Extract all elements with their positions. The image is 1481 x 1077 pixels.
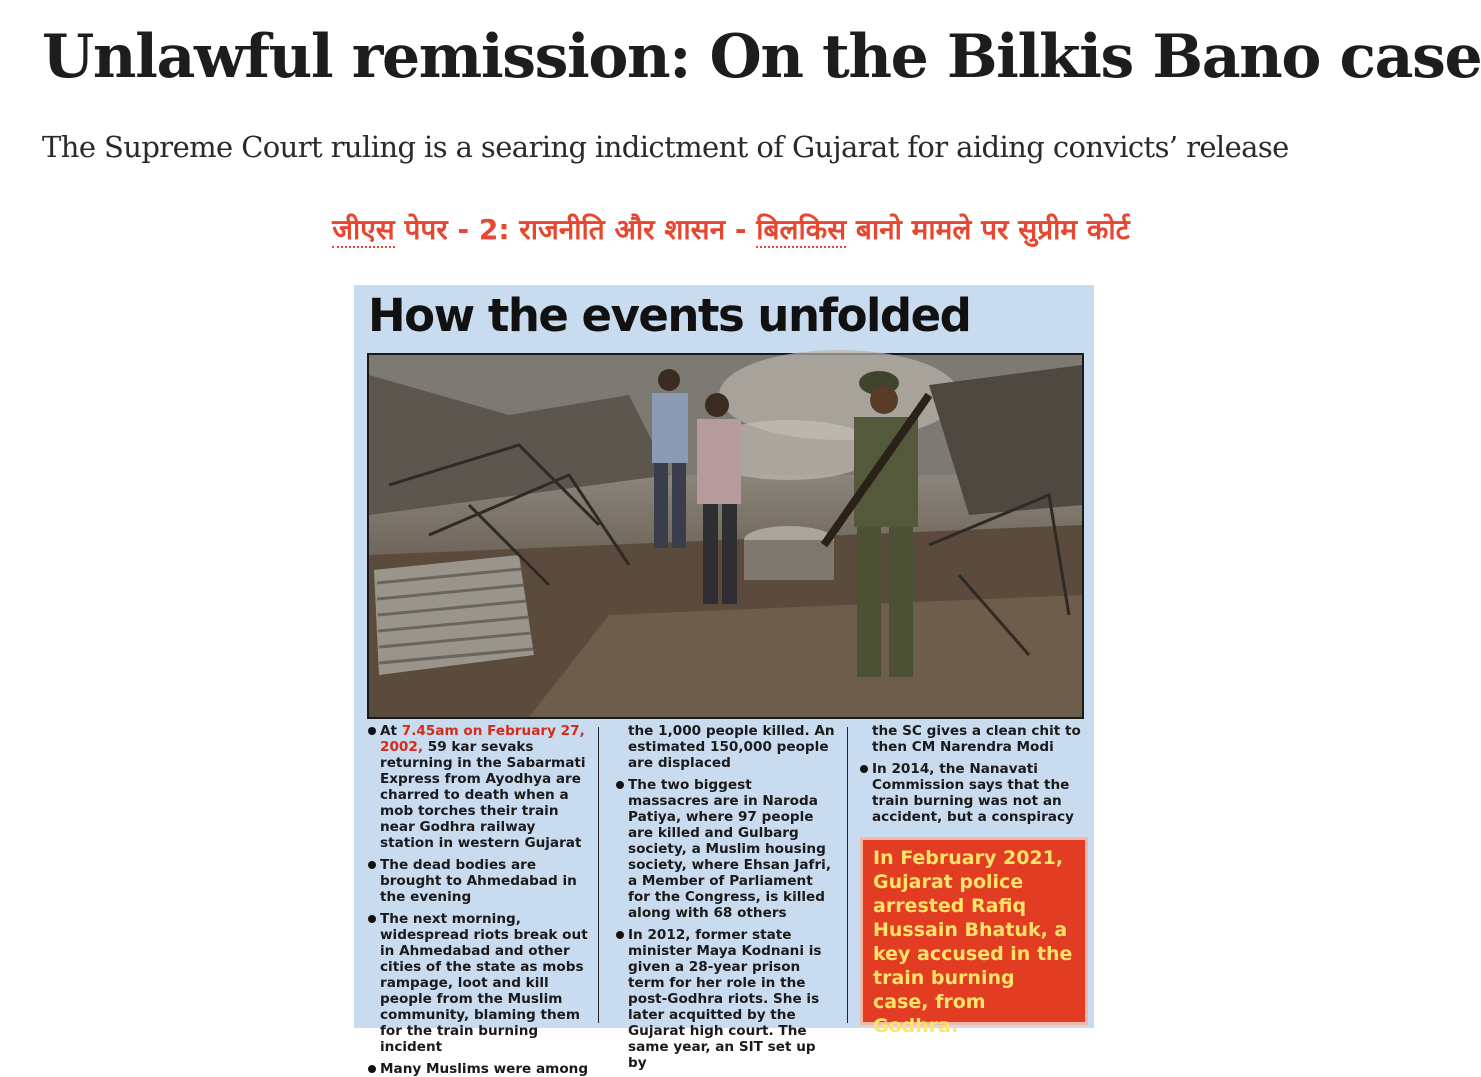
timeline-item <box>366 1061 591 1077</box>
timeline-item <box>366 857 591 905</box>
timeline-column-1 <box>366 723 591 1077</box>
timeline-column-2 <box>614 723 836 1071</box>
hindi-text-part2: बानो मामले पर सुप्रीम कोर्ट <box>846 213 1130 246</box>
item-text: At <box>380 723 402 739</box>
item-text: In 2014, the Nanavati Commission says that the train burning was not an accident, but a conspiracy <box>872 761 1074 825</box>
bullet-icon <box>860 765 868 773</box>
article-subheadline: The Supreme Court ruling is a searing indictment of Gujarat for aiding convicts’ release <box>42 130 1289 164</box>
bullet-icon <box>616 931 624 939</box>
bullet-icon <box>368 727 376 735</box>
timeline-item <box>858 761 1086 825</box>
callout-box: In February 2021, Gujarat police arrested Rafiq Hussain Bhatuk, a key accused in the train burning case, from Godhra. <box>860 837 1088 1025</box>
article-headline: Unlawful remission: On the Bilkis Bano case <box>42 22 1481 92</box>
hindi-abbr-gs: जीएस <box>332 213 395 246</box>
timeline-item <box>366 911 591 1055</box>
item-text: In 2012, former state minister Maya Kodnani is given a 28-year prison term for her role in the post-Godhra riots. She is later acquitted by the Gujarat high court. The same year, an SIT set up by <box>628 927 822 1071</box>
bullet-icon <box>368 915 376 923</box>
hindi-abbr-bilkis: बिलकिस <box>756 213 847 246</box>
item-date-highlight: 7.45am on February 27, 2002, <box>380 723 585 755</box>
photo-illustration <box>369 355 1082 717</box>
item-text: Many Muslims were among <box>380 1061 589 1077</box>
timeline-continuation: the SC gives a clean chit to then CM Narendra Modi <box>872 723 1081 755</box>
hindi-text-part1: पेपर - 2: राजनीति और शासन - <box>394 213 757 246</box>
item-text: 59 kar sevaks returning in the Sabarmati Express from Ayodhya are charred to death when a mob torches their train near Godhra railway station in western Gujarat <box>380 739 586 851</box>
timeline-item <box>614 777 836 921</box>
timeline-item <box>614 927 836 1071</box>
bullet-icon <box>616 781 624 789</box>
timeline-continuation: the 1,000 people killed. An estimated 150,000 people are displaced <box>628 723 835 771</box>
item-text: The two biggest massacres are in Naroda Patiya, where 97 people are killed and Gulbarg society, a Muslim housing society, where Ehsan Jafri, a Member of Parliament for the Congress, is killed along with 68 others <box>628 777 831 921</box>
hindi-topic-tag <box>0 210 1462 248</box>
item-text: The dead bodies are brought to Ahmedabad in the evening <box>380 857 577 905</box>
infographic-title: How the events unfolded <box>368 289 971 342</box>
riot-aftermath-photo <box>367 353 1084 719</box>
item-text: The next morning, widespread riots break out in Ahmedabad and other cities of the state as mobs rampage, loot and kill people from the Muslim community, blaming them for the train burning incident <box>380 911 588 1055</box>
bullet-icon <box>368 861 376 869</box>
timeline-item <box>366 723 591 851</box>
bullet-icon <box>368 1065 376 1073</box>
